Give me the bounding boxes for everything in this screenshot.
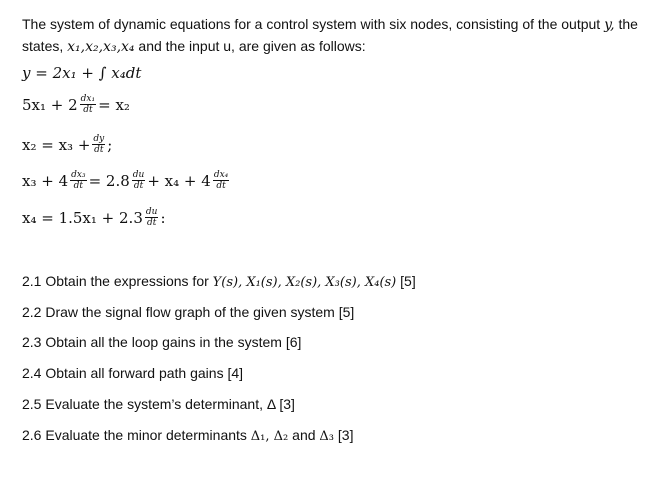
frac-denominator: dt (146, 218, 157, 228)
question-text: 2.6 Evaluate the minor determinants (22, 427, 247, 443)
output-variable: y, (604, 17, 615, 33)
equation-x4-lhs: x₄ = 1.5x₁ + 2.3 (22, 208, 143, 227)
derivative-dx1-dt (80, 94, 96, 115)
equation-x2-end: ; (107, 135, 113, 154)
question-text-and: and (292, 427, 316, 443)
intro-text-1: The system of dynamic equations for a control system with six nodes, consisting of the output (22, 16, 601, 32)
intro-text-3: and the input u, are given as follows: (138, 38, 366, 54)
question-2-5 (22, 396, 295, 412)
derivative-du-dt (145, 207, 159, 228)
equation-x3-mid2: + x₄ + 4 (147, 171, 211, 190)
equation-x1 (22, 94, 130, 115)
state-variables: x₁,x₂,x₃,x₄ (67, 39, 135, 55)
equation-output-text: y = 2x₁ + ∫ x₄dt (22, 64, 142, 82)
question-text: 2.2 Draw the signal flow graph of the given system [5] (22, 304, 355, 320)
equation-x1-lhs: 5x₁ + 2 (22, 95, 78, 114)
question-2-6 (22, 427, 353, 444)
derivative-dx3-dt (70, 170, 86, 191)
derivative-dy-dt (92, 134, 105, 155)
problem-intro (22, 14, 642, 58)
question-2-2 (22, 304, 354, 320)
frac-denominator: dt (216, 181, 226, 191)
frac-denominator: dt (73, 181, 84, 191)
question-2-1 (22, 273, 416, 290)
equation-x4-end: : (160, 208, 166, 227)
frac-denominator: dt (133, 181, 144, 191)
intro-text-2: the states, (22, 16, 638, 54)
equation-x3 (22, 170, 231, 191)
frac-numerator: dx₁ (80, 94, 96, 104)
question-marks: [5] (400, 273, 416, 289)
equation-x2-lhs: x₂ = x₃ + (22, 135, 91, 154)
frac-numerator: du (132, 170, 145, 180)
question-text: 2.4 Obtain all forward path gains [4] (22, 365, 244, 381)
question-2-4 (22, 365, 243, 381)
equation-x3-lhs: x₃ + 4 (22, 171, 69, 190)
question-math-2: Δ₃ (319, 429, 335, 444)
frac-numerator: dx₃ (71, 170, 86, 180)
frac-denominator: dt (83, 105, 93, 115)
question-text: 2.1 Obtain the expressions for (22, 273, 209, 289)
derivative-du-dt (132, 170, 146, 191)
frac-numerator: dx₄ (213, 170, 229, 180)
equation-x3-mid1: = 2.8 (88, 171, 130, 190)
frac-denominator: dt (94, 145, 104, 155)
derivative-dx4-dt (213, 170, 229, 191)
equation-x4 (22, 207, 166, 228)
frac-numerator: du (145, 207, 158, 217)
equation-x1-rhs: = x₂ (98, 95, 130, 114)
question-math: Y(s), X₁(s), X₂(s), X₃(s), X₄(s) (212, 275, 397, 290)
equation-x2 (22, 134, 112, 155)
question-text: 2.3 Obtain all the loop gains in the system [6] (22, 334, 302, 350)
question-math: Δ₁, Δ₂ (250, 429, 289, 444)
equation-output (22, 64, 141, 82)
question-text: 2.5 Evaluate the system’s determinant, Δ [3] (22, 396, 295, 412)
question-2-3 (22, 334, 301, 350)
frac-numerator: dy (93, 134, 105, 144)
question-marks: [3] (337, 427, 354, 443)
